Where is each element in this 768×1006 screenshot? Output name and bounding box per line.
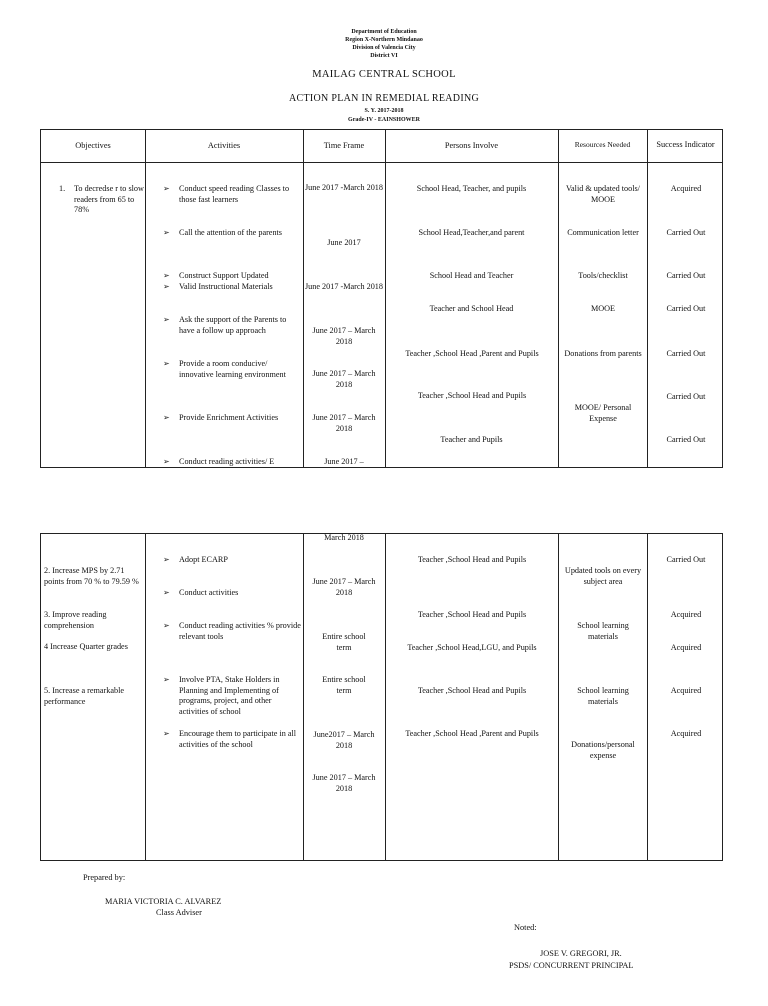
persons-item: Teacher and School Head [429, 304, 514, 313]
activity-item: Call the attention of the parents [179, 228, 282, 237]
resources-item: MOOE [590, 304, 616, 313]
objective-text: 5. Increase a remarkable performance [44, 686, 125, 706]
resources-item: Valid & updated tools/ MOOE [566, 184, 640, 204]
persons-item: Teacher ,School Head and Pupils [417, 686, 527, 695]
grade-section: Grade-IV - EAINSHOWER [348, 117, 420, 123]
success-item: Acquired [670, 729, 702, 738]
success-item: Acquired [670, 610, 702, 619]
objective-text: 2. Increase MPS by 2.71 points from 70 % to 79.59 % [44, 566, 139, 586]
time-frame-item: June 2017 [327, 238, 361, 247]
resources-item: Updated tools on every subject area [564, 566, 642, 586]
persons-item: Teacher ,School Head and Pupils [417, 391, 527, 400]
resources-item: School learning materials [577, 686, 629, 706]
activity-item: Conduct reading activities % provide relevant tools [179, 621, 301, 641]
time-frame-item: June2017 – March 2018 [313, 730, 375, 750]
success-item: Acquired [670, 686, 702, 695]
activity-item: Conduct reading activities/ E [179, 457, 275, 466]
time-frame-item: June 2017 – March 2018 [312, 369, 376, 389]
time-frame-item: June 2017 – March 2018 [312, 413, 376, 433]
time-frame-item: June 2017 – March 2018 [312, 577, 376, 597]
col-time-frame: Time Frame [323, 141, 365, 150]
header-dept: Department of Education [351, 29, 417, 35]
activity-item: Conduct speed reading Classes to those fast learners [179, 184, 290, 204]
noter-title: PSDS/ CONCURRENT PRINCIPAL [509, 961, 634, 970]
time-frame-item: June 2017 -March 2018 [305, 282, 383, 291]
resources-item: Donations from parents [564, 349, 642, 358]
success-item: Acquired [670, 184, 702, 193]
objective-text: To decredse r to slow readers from 65 to 78% [74, 184, 144, 214]
activity-item: Provide Enrichment Activities [179, 413, 279, 422]
persons-item: Teacher ,School Head and Pupils [417, 555, 527, 564]
persons-item: School Head, Teacher, and pupils [416, 184, 527, 193]
school-year: S. Y. 2017-2018 [364, 108, 404, 114]
success-item: Carried Out [666, 271, 706, 280]
activity-item: Involve PTA, Stake Holders in Planning and Implementing of programs, project, and other activities of school [179, 675, 280, 716]
objective-number: 1. [59, 184, 66, 193]
resources-item: Communication letter [567, 228, 639, 237]
objective-text: 3. Improve reading comprehension [44, 610, 107, 630]
success-item: Carried Out [666, 392, 706, 401]
preparer-title: Class Adviser [156, 908, 202, 917]
col-success: Success Indicator [656, 140, 715, 149]
action-plan-table-page2: March 2018 2. Increase MPS by 2.71 points from 70 % to 79.59 % 3. Improve reading comprehension 4 Increase Quarter grades 5. Increase a remarkable performance ➢ Adopt ECARP ➢ Conduct activities ➢ Conduct reading activities % provide relevant tools ➢ Involve PTA, Stake Holders in Planning and Implementing of programs, project, and other activities of school ➢ Encourage them to participate in all activities of the school June 2017 – March 2018 Entire school term Entire school term June2017 – March 2018 June 2017 – March 2018 Teacher ,School Head and Pupils Teacher ,School Head and Pupils Teacher ,School Head,LGU, and Pupils Teacher ,School Head and Pupils Teacher ,School Head ,Parent and Pupils Updated tools on every subject area School learning materials School learning materials Donations/personal expense Carried Out Acquired Acquired Acquired Acquired [40, 533, 723, 861]
time-frame-item: June 2017 – March 2018 [312, 773, 376, 793]
persons-item: Teacher and Pupils [440, 435, 503, 444]
activity-item: Adopt ECARP [179, 555, 228, 564]
resources-item: Donations/personal expense [571, 740, 635, 760]
persons-item: Teacher ,School Head,LGU, and Pupils [407, 643, 537, 652]
header-district: District VI [370, 53, 398, 59]
col-activities: Activities [207, 141, 241, 150]
activity-item: Construct Support Updated [179, 271, 269, 280]
persons-item: Teacher ,School Head ,Parent and Pupils [405, 729, 539, 738]
success-item: Carried Out [666, 228, 706, 237]
action-plan-table-page1: Objectives Activities Time Frame Persons Involve Resources Needed Success Indicator 1. To decredse r to slow readers from 65 to 78% ➢ Conduct speed reading Classes to those fast learners ➢ Call the attention of the parents ➢ Construct Support Updated ➢ Valid Instructional Materials ➢ Ask the support of the Parents to have a follow up approach ➢ Provide a room conducive/ innovative learning environment ➢ Provide Enrichment Activities ➢ Conduct reading activities/ E June 2017 -March 2018 June 2017 June 2017 -March 2018 June 2017 – March 2018 June 2017 – March 2018 June 2017 – March 2018 June 2017 – School Head, Teacher, and pupils School Head,Teacher,and parent School Head and Teacher Teacher and School Head Teacher ,School Head ,Parent and Pupils Teacher ,School Head and Pupils Teacher and Pupils Valid & updated tools/ MOOE Communication letter Tools/checklist MOOE Donations from parents MOOE/ Personal Expense Acquired Carried Out Carried Out Carried Out Carried Out Carried Out Carried Out [40, 129, 723, 468]
success-item: Carried Out [666, 304, 706, 313]
resources-item: MOOE/ Personal Expense [574, 403, 632, 423]
persons-item: School Head,Teacher,and parent [418, 228, 525, 237]
persons-item: Teacher ,School Head and Pupils [417, 610, 527, 619]
activity-item: Encourage them to participate in all activities of the school [179, 729, 297, 749]
activity-item: Ask the support of the Parents to have a follow up approach [179, 315, 287, 335]
persons-item: Teacher ,School Head ,Parent and Pupils [405, 349, 539, 358]
noted-label: Noted: [514, 923, 537, 932]
col-resources: Resources Needed [574, 140, 631, 149]
preparer-name: MARIA VICTORIA C. ALVAREZ [105, 897, 222, 906]
activity-item: Valid Instructional Materials [179, 282, 273, 291]
col-objectives: Objectives [75, 141, 111, 150]
col-persons: Persons Involve [444, 141, 499, 150]
page-title: ACTION PLAN IN REMEDIAL READING [288, 93, 480, 104]
persons-item: School Head and Teacher [429, 271, 514, 280]
time-frame-item: June 2017 -March 2018 [305, 183, 383, 192]
success-item: Carried Out [666, 435, 706, 444]
time-frame-item: Entire school term [322, 632, 366, 652]
header-division: Division of Valencia City [352, 45, 416, 51]
time-frame-item: June 2017 – March 2018 [312, 326, 376, 346]
activity-item: Provide a room conducive/ innovative learning environment [179, 359, 286, 379]
noter-name: JOSE V. GREGORI, JR. [540, 949, 622, 958]
school-name: MAILAG CENTRAL SCHOOL [312, 69, 456, 80]
resources-item: School learning materials [577, 621, 629, 641]
time-frame-item: Entire school term [322, 675, 366, 695]
success-item: Carried Out [666, 555, 706, 564]
prepared-by-label: Prepared by: [83, 873, 126, 882]
success-item: Acquired [670, 643, 702, 652]
objective-text: 4 Increase Quarter grades [44, 642, 128, 651]
resources-item: Tools/checklist [578, 271, 628, 280]
success-item: Carried Out [666, 349, 706, 358]
time-frame-item: June 2017 – [324, 457, 364, 466]
header-region: Region X-Northern Mindanao [345, 37, 423, 43]
activity-item: Conduct activities [179, 588, 239, 597]
time-frame-item: March 2018 [324, 533, 364, 542]
